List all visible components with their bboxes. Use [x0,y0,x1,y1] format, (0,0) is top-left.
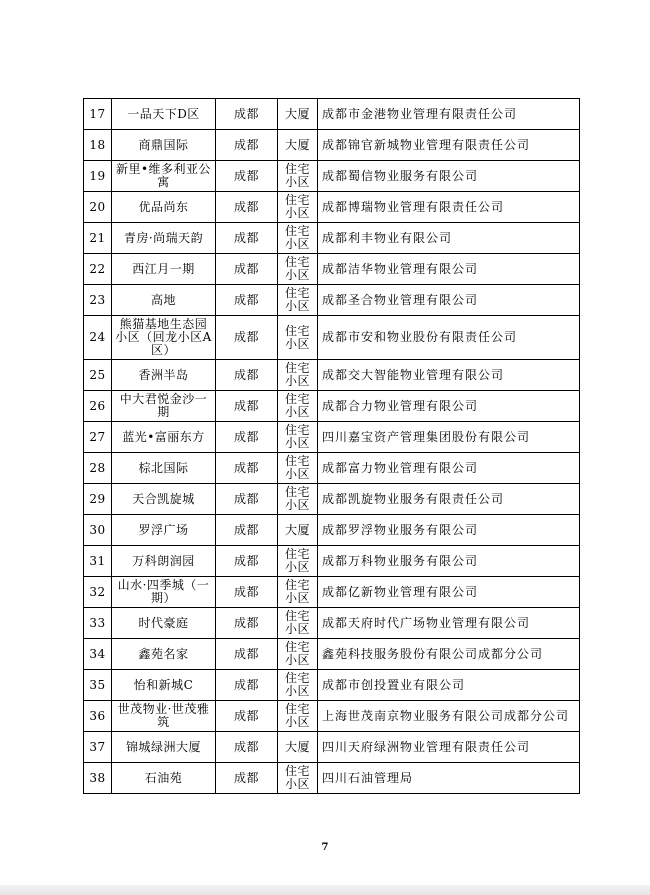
management-company: 鑫苑科技服务股份有限公司成都分公司 [318,639,580,670]
city: 成都 [216,546,278,577]
property-type: 住宅小区 [278,161,318,192]
property-name: 世茂物业·世茂雅筑 [112,701,216,732]
city: 成都 [216,254,278,285]
city: 成都 [216,316,278,360]
table-row [84,391,580,422]
row-number: 33 [84,608,112,639]
property-type: 住宅小区 [278,192,318,223]
city: 成都 [216,99,278,130]
property-type: 大厦 [278,99,318,130]
row-number: 31 [84,546,112,577]
row-number: 32 [84,577,112,608]
city: 成都 [216,285,278,316]
row-number: 18 [84,130,112,161]
property-type: 住宅小区 [278,360,318,391]
city: 成都 [216,670,278,701]
property-name: 天合凯旋城 [112,484,216,515]
property-type: 大厦 [278,130,318,161]
property-name: 鑫苑名家 [112,639,216,670]
management-company: 成都圣合物业管理有限公司 [318,285,580,316]
page-bottom-edge [0,885,650,895]
city: 成都 [216,192,278,223]
management-company: 四川天府绿洲物业管理有限责任公司 [318,732,580,763]
row-number: 36 [84,701,112,732]
table-row [84,670,580,701]
row-number: 20 [84,192,112,223]
management-company: 成都博瑞物业管理有限责任公司 [318,192,580,223]
row-number: 25 [84,360,112,391]
table-row [84,577,580,608]
management-company: 成都万科物业服务有限公司 [318,546,580,577]
management-company: 成都市创投置业有限公司 [318,670,580,701]
row-number: 35 [84,670,112,701]
management-company: 四川石油管理局 [318,763,580,794]
row-number: 24 [84,316,112,360]
city: 成都 [216,577,278,608]
table-row [84,484,580,515]
management-company: 成都富力物业管理有限公司 [318,453,580,484]
table-row [84,453,580,484]
property-type: 住宅小区 [278,577,318,608]
city: 成都 [216,130,278,161]
property-type: 住宅小区 [278,608,318,639]
city: 成都 [216,391,278,422]
table-row [84,763,580,794]
table-row [84,515,580,546]
property-type: 住宅小区 [278,422,318,453]
row-number: 26 [84,391,112,422]
city: 成都 [216,639,278,670]
property-name: 新里•维多利亚公寓 [112,161,216,192]
property-name: 时代豪庭 [112,608,216,639]
property-type: 住宅小区 [278,639,318,670]
property-name: 高地 [112,285,216,316]
property-name: 罗浮广场 [112,515,216,546]
property-name: 香洲半岛 [112,360,216,391]
property-name: 棕北国际 [112,453,216,484]
property-name: 万科朗润园 [112,546,216,577]
management-company: 成都洁华物业管理有限公司 [318,254,580,285]
row-number: 19 [84,161,112,192]
property-name: 锦城绿洲大厦 [112,732,216,763]
property-name: 怡和新城C [112,670,216,701]
table-row [84,732,580,763]
row-number: 22 [84,254,112,285]
property-name: 一品天下D区 [112,99,216,130]
city: 成都 [216,422,278,453]
management-company: 成都蜀信物业服务有限公司 [318,161,580,192]
property-name: 蓝光•富丽东方 [112,422,216,453]
property-type: 住宅小区 [278,285,318,316]
management-company: 成都交大智能物业管理有限公司 [318,360,580,391]
row-number: 37 [84,732,112,763]
management-company: 成都凯旋物业服务有限责任公司 [318,484,580,515]
city: 成都 [216,701,278,732]
property-name: 石油苑 [112,763,216,794]
table-row [84,422,580,453]
city: 成都 [216,484,278,515]
table-row [84,161,580,192]
property-type: 大厦 [278,515,318,546]
management-company: 成都利丰物业有限公司 [318,223,580,254]
row-number: 27 [84,422,112,453]
table-row [84,360,580,391]
table-row [84,546,580,577]
table-row [84,223,580,254]
table-row [84,608,580,639]
management-company: 成都罗浮物业服务有限公司 [318,515,580,546]
property-name: 中大君悦金沙一期 [112,391,216,422]
management-company: 成都亿新物业管理有限公司 [318,577,580,608]
management-company: 上海世茂南京物业服务有限公司成都分公司 [318,701,580,732]
table-row [84,316,580,360]
management-company: 成都天府时代广场物业管理有限公司 [318,608,580,639]
city: 成都 [216,732,278,763]
property-name: 熊猫基地生态园小区（回龙小区A区） [112,316,216,360]
property-type: 住宅小区 [278,223,318,254]
row-number: 29 [84,484,112,515]
row-number: 38 [84,763,112,794]
row-number: 23 [84,285,112,316]
management-company: 成都合力物业管理有限公司 [318,391,580,422]
management-company: 成都锦官新城物业管理有限责任公司 [318,130,580,161]
table-row [84,285,580,316]
city: 成都 [216,608,278,639]
table-row [84,99,580,130]
page-number: 7 [321,842,329,853]
property-type: 住宅小区 [278,763,318,794]
city: 成都 [216,763,278,794]
property-name: 商鼎国际 [112,130,216,161]
management-company: 成都市金港物业管理有限责任公司 [318,99,580,130]
property-type: 住宅小区 [278,546,318,577]
table-row [84,639,580,670]
row-number: 17 [84,99,112,130]
row-number: 21 [84,223,112,254]
table-row [84,192,580,223]
table-body [84,99,580,794]
property-name: 青房·尚瑞天韵 [112,223,216,254]
city: 成都 [216,223,278,254]
property-type: 住宅小区 [278,484,318,515]
property-type: 住宅小区 [278,254,318,285]
property-table [83,98,580,794]
property-type: 住宅小区 [278,670,318,701]
row-number: 34 [84,639,112,670]
management-company: 四川嘉宝资产管理集团股份有限公司 [318,422,580,453]
row-number: 28 [84,453,112,484]
table-row [84,701,580,732]
property-type: 大厦 [278,732,318,763]
row-number: 30 [84,515,112,546]
property-type: 住宅小区 [278,391,318,422]
property-name: 西江月一期 [112,254,216,285]
property-name: 优品尚东 [112,192,216,223]
management-company: 成都市安和物业股份有限责任公司 [318,316,580,360]
city: 成都 [216,515,278,546]
city: 成都 [216,161,278,192]
property-type: 住宅小区 [278,453,318,484]
city: 成都 [216,453,278,484]
property-type: 住宅小区 [278,316,318,360]
table-row [84,254,580,285]
city: 成都 [216,360,278,391]
table-row [84,130,580,161]
property-name: 山水·四季城（一期） [112,577,216,608]
property-type: 住宅小区 [278,701,318,732]
